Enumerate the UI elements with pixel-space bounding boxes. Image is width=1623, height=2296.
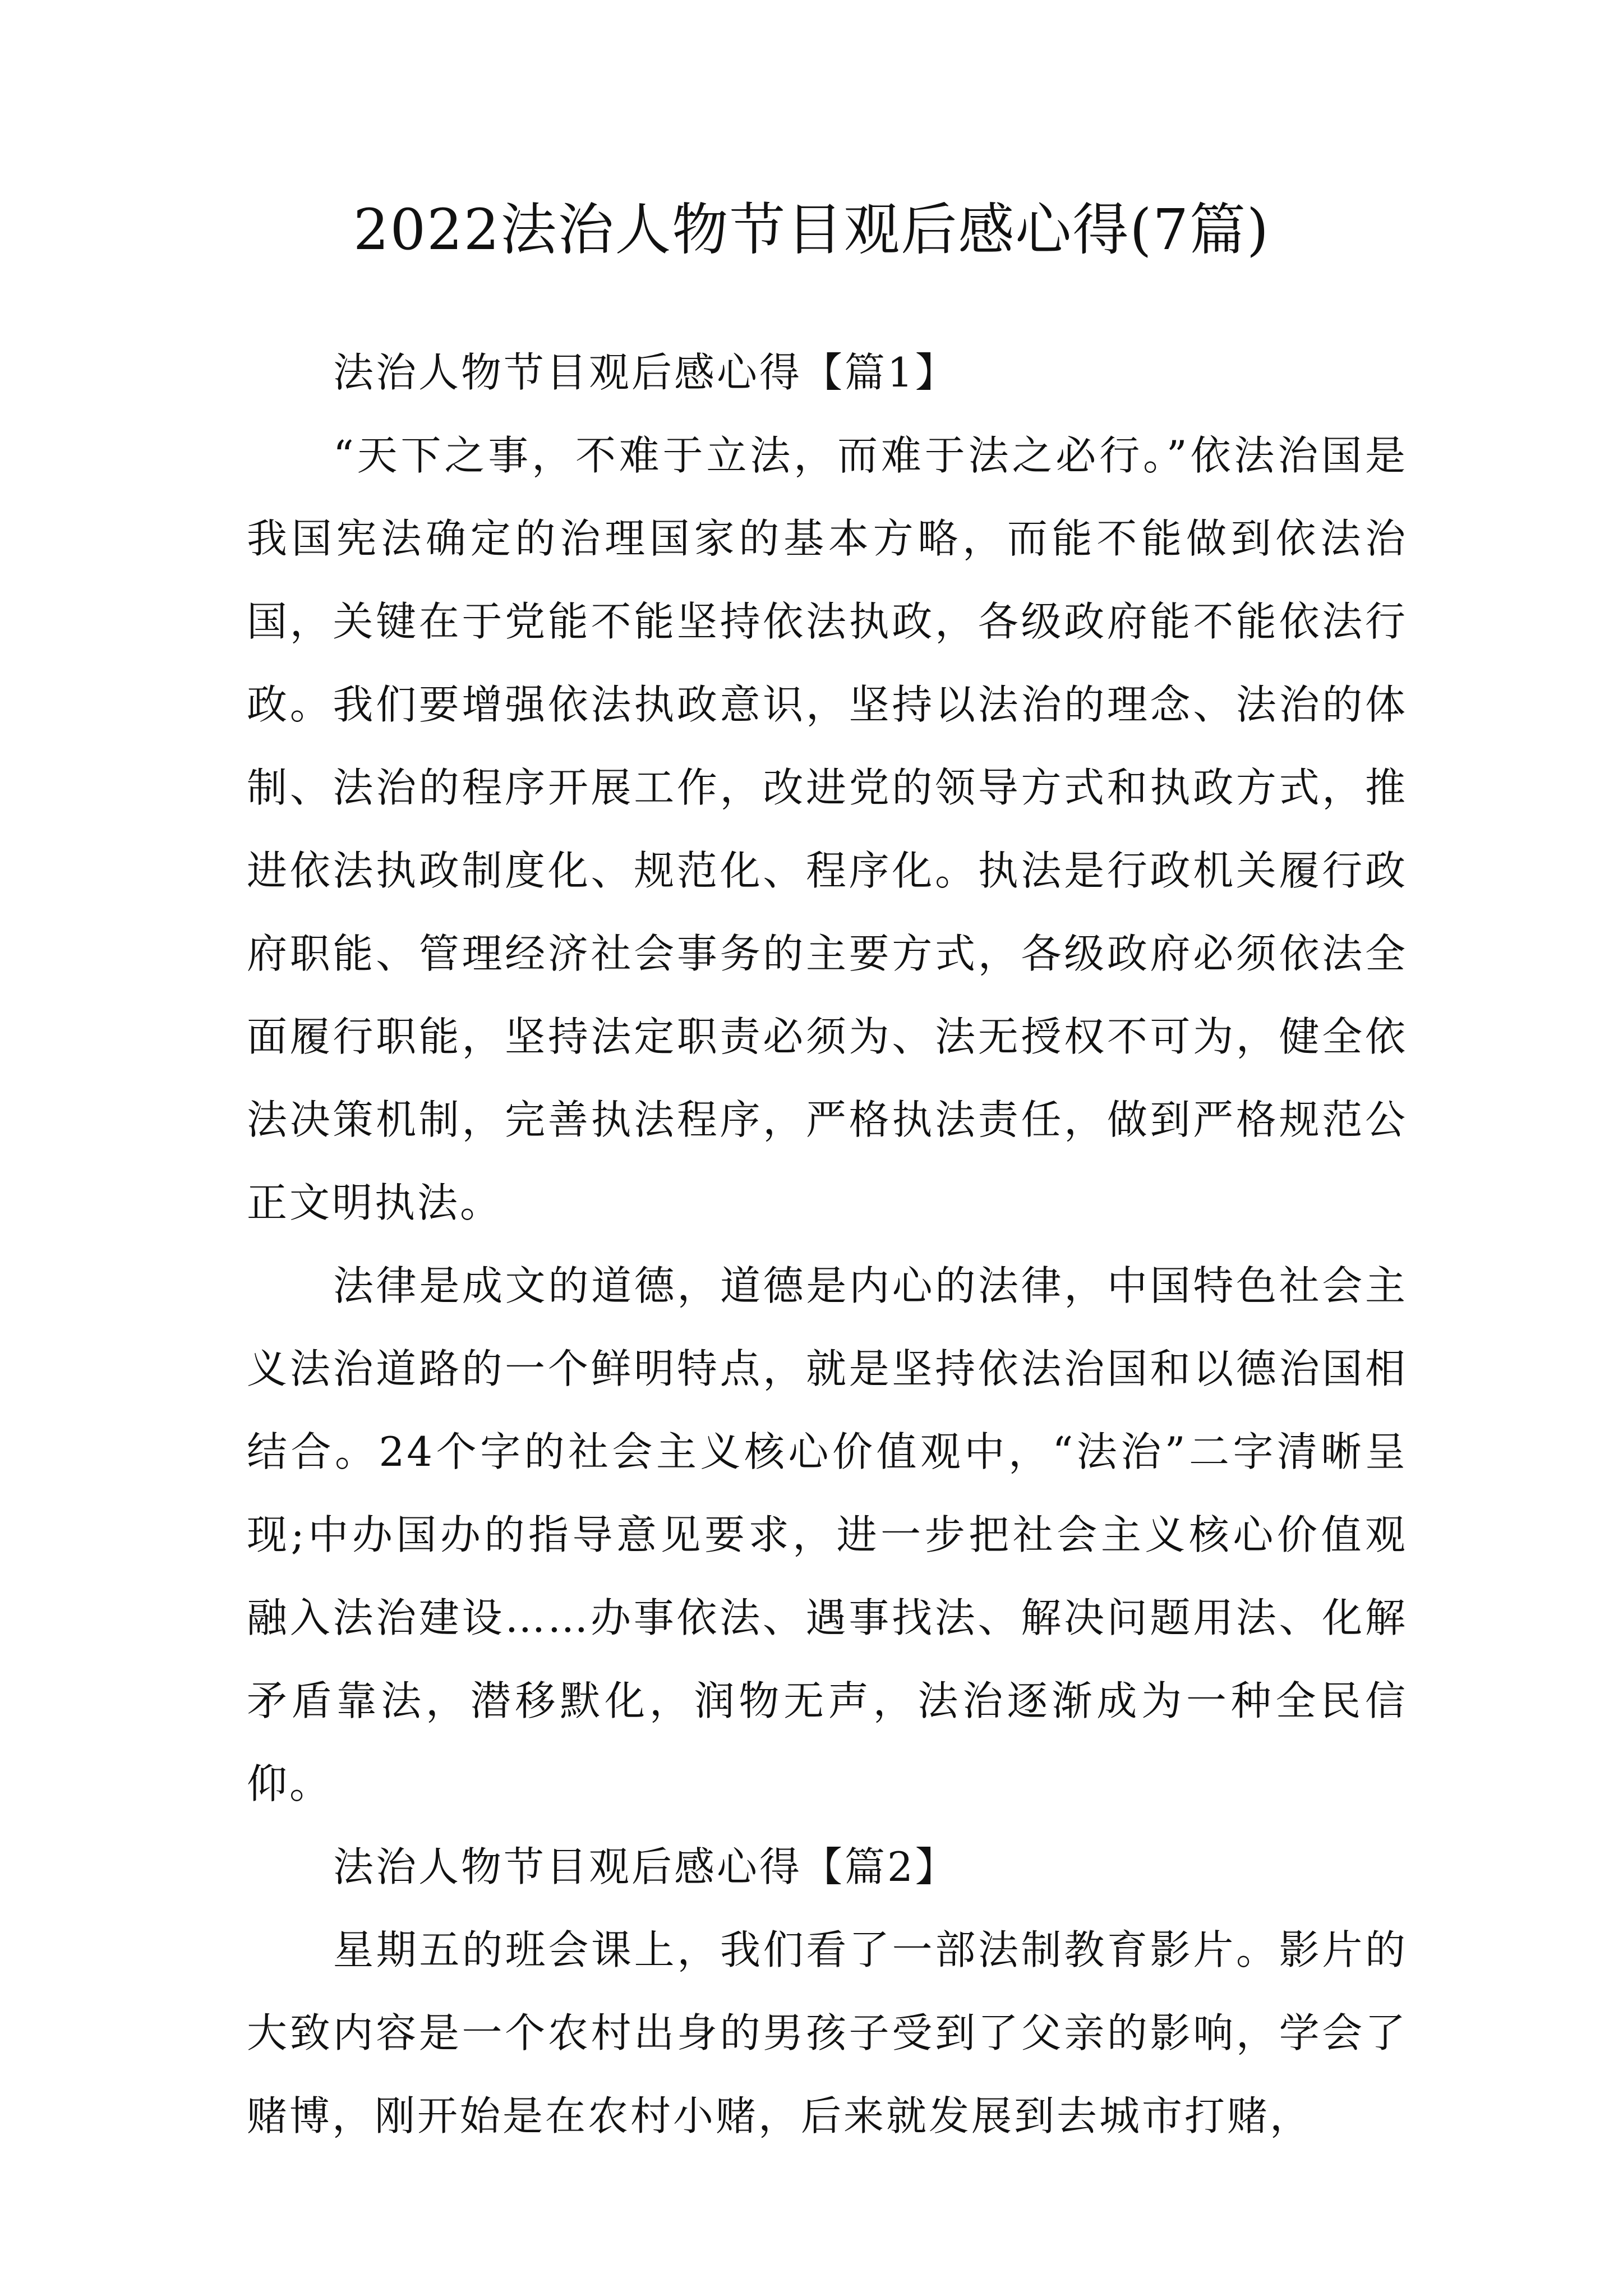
paragraph: “天下之事，不难于立法，而难于法之必行。”依法治国是我国宪法确定的治理国家的基本方略，而能不能做到依法治国，关键在于党能不能坚持依法执政，各级政府能不能依法行政。我们要增强依法执政意识，坚持以法治的理念、法治的体制、法治的程序开展工作，改进党的领导方式和执政方式，推进依法执政制度化、规范化、程序化。执法是行政机关履行政府职能、管理经济社会事务的主要方式，各级政府必须依法全面履行职能，坚持法定职责必须为、法无授权不可为，健全依法决策机制，完善执法程序，严格执法责任，做到严格规范公正文明执法。 xyxy=(247,432,1408,1226)
paragraph: 星期五的班会课上，我们看了一部法制教育影片。影片的大致内容是一个农村出身的男孩子受到了父亲的影响，学会了赌博，刚开始是在农村小赌，后来就发展到去城市打赌， xyxy=(247,1926,1408,2139)
document-body xyxy=(247,331,1408,2157)
section-heading: 法治人物节目观后感心得【篇2】 xyxy=(333,1843,958,1890)
paragraph: 法律是成文的道德，道德是内心的法律，中国特色社会主义法治道路的一个鲜明特点，就是坚持依法治国和以德治国相结合。24个字的社会主义核心价值观中，“法治”二字清晰呈现;中办国办的指导意见要求，进一步把社会主义核心价值观融入法治建设……办事依法、遇事找法、解决问题用法、化解矛盾靠法，潜移默化，润物无声，法治逐渐成为一种全民信仰。 xyxy=(247,1262,1408,1807)
section-heading: 法治人物节目观后感心得【篇1】 xyxy=(333,349,958,396)
document-title: 2022法治人物节目观后感心得(7篇) xyxy=(353,197,1270,263)
